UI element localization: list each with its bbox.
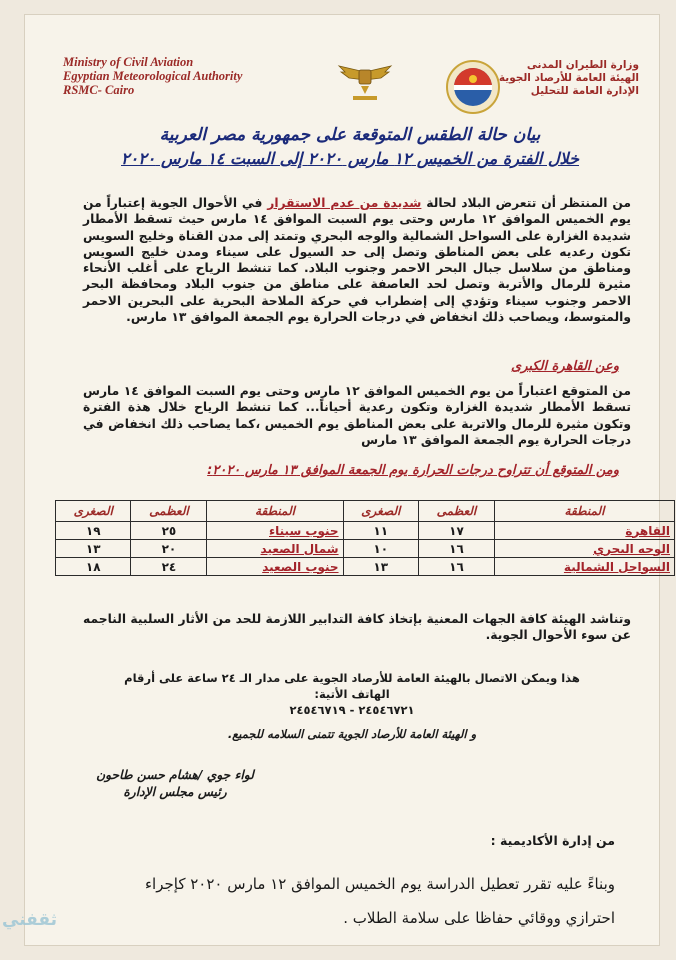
max-header: العظمى (418, 501, 494, 522)
document-period: خلال الفترة من الخميس ١٢ مارس ٢٠٢٠ إلى السبت ١٤ مارس ٢٠٢٠ (121, 149, 579, 168)
region-cell: الوجه البحري (494, 540, 674, 558)
phone-numbers: ٢٤٥٤٦٧٢١ - ٢٤٥٤٦٧١٩ (289, 703, 415, 717)
min-cell: ١٣ (343, 558, 418, 576)
contact-block (105, 670, 599, 718)
forecast-paragraph (83, 195, 631, 325)
signatory-name: لواء جوي /هشام حسن طاحون (96, 768, 254, 782)
region-cell: جنوب الصعيد (207, 558, 343, 576)
region-cell: جنوب سيناء (207, 522, 343, 540)
appeal-paragraph: وتناشد الهيئة كافة الجهات المعنية بإتخاذ كافة التدابير اللازمة للحد من الأثار السلبية الناجمه عن سوء الأحوال الجوية. (83, 612, 631, 643)
document-page (24, 14, 670, 946)
signatory-role: رئيس مجلس الإدارة (123, 785, 227, 799)
max-header: العظمى (131, 501, 207, 522)
department-name-ar: الإدارة العامة للتحليل (530, 85, 639, 97)
center-name-en: RSMC- Cairo (63, 83, 135, 97)
region-cell: السواحل الشمالية (494, 558, 674, 576)
cairo-heading: وعن القاهرة الكبرى (511, 359, 619, 374)
authority-name-ar: الهيئة العامة للأرصاد الجوية (498, 72, 639, 84)
cairo-paragraph: من المتوقع اعتباراً من يوم الخميس الموافق ١٢ مارس وحتى يوم السبت الموافق ١٤ مارس تسقط الأمطار شديدة الغزارة وتكون رعدية أحياناً... كما تنشط الرياح خلال هذة الفترة وتكون مثيرة للرمال والاتربة على بعض المناطق يوم الخميس ،كما يصاحب ذلك انخفاض في درجات الحرارة يوم الجمعة الموافق ١٣ مارس (83, 384, 631, 447)
ministry-name-ar: وزارة الطيران المدنى (526, 59, 639, 71)
document-title: بيان حالة الطقس المتوقعة على جمهورية مصر العربية (159, 125, 541, 145)
max-cell: ١٦ (418, 540, 494, 558)
min-cell: ١٩ (56, 522, 131, 540)
min-cell: ١٨ (56, 558, 131, 576)
max-cell: ٢٥ (131, 522, 207, 540)
table-row (56, 540, 675, 558)
table-header-row (56, 501, 675, 522)
max-cell: ٢٠ (131, 540, 207, 558)
max-cell: ٢٤ (131, 558, 207, 576)
meteorological-authority-emblem (445, 59, 501, 115)
header-arabic (499, 59, 639, 98)
region-cell: القاهرة (494, 522, 674, 540)
table-row (56, 522, 675, 540)
max-cell: ١٦ (418, 558, 494, 576)
academy-heading: من إدارة الأكاديمية : (490, 833, 615, 848)
aviation-wings-logo (337, 60, 393, 104)
min-cell: ١٠ (343, 540, 418, 558)
ministry-name-en: Ministry of Civil Aviation (63, 55, 194, 69)
paragraph-body: في الأحوال الجوية إعتباراً من يوم الخميس الموافق ١٢ مارس وحتى يوم السبت الموافق ١٤ مارس حيث تسقط الأمطار شديدة الغزارة على السواحل الشمالية والوجه البحري وتمتد إلى مدن القناة وخليج السويس تكون رعديه على بعض المناطق وتصل إلى حد السيول على سيناء ومدن خليج السويس ومناطق من سلاسل جبال البحر الاحمر وجنوب البلاد. كما تنشط الرياح على أغلب الأنحاء مثيرة للرمال والأتربة وتصل لحد العاصفة على مناطق من جنوب البلاد ومحافظة البحر الاحمر وجنوب سيناء وتؤدي إلى إضطراب في حركة الملاحة البحرية على البحرين الاحمر والمتوسط، ويصاحب ذلك انخفاض في درجات الحرارة يوم الجمعة الموافق ١٣ مارس. (83, 196, 631, 325)
min-cell: ١٣ (56, 540, 131, 558)
region-header: المنطقة (207, 501, 343, 522)
min-cell: ١١ (343, 522, 418, 540)
min-header: الصغرى (343, 501, 418, 522)
authority-name-en: Egyptian Meteorological Authority (63, 69, 243, 83)
site-watermark: ثقفني (2, 910, 57, 930)
table-row (56, 558, 675, 576)
temperature-table (55, 500, 675, 576)
max-cell: ١٧ (418, 522, 494, 540)
academy-notice: وبناءً عليه تقرر تعطيل الدراسة يوم الخميس الموافق ١٢ مارس ٢٠٢٠ كإجراء احترازي ووقائي حفاظا على سلامة الطلاب . (145, 875, 615, 927)
paragraph-intro: من المنتظر أن تتعرض البلاد لحالة (421, 196, 632, 210)
header-english (63, 55, 242, 97)
signature-block (85, 767, 265, 801)
contact-line: هذا ويمكن الاتصال بالهيئة العامة للأرصاد الجوية على مدار الـ ٢٤ ساعة على أرقام الهاتف الأتية: (124, 671, 580, 701)
temperature-heading: ومن المتوقع أن تتراوح درجات الحرارة يوم الجمعة الموافق ١٣ مارس ٢٠٢٠: (207, 463, 619, 478)
region-header: المنطقة (494, 501, 674, 522)
region-cell: شمال الصعيد (207, 540, 343, 558)
closing-line: و الهيئة العامة للأرصاد الجوية تتمنى السلامه للجميع. (227, 727, 477, 741)
min-header: الصغرى (56, 501, 131, 522)
instability-highlight: شديدة من عدم الاستقرار (267, 196, 422, 210)
